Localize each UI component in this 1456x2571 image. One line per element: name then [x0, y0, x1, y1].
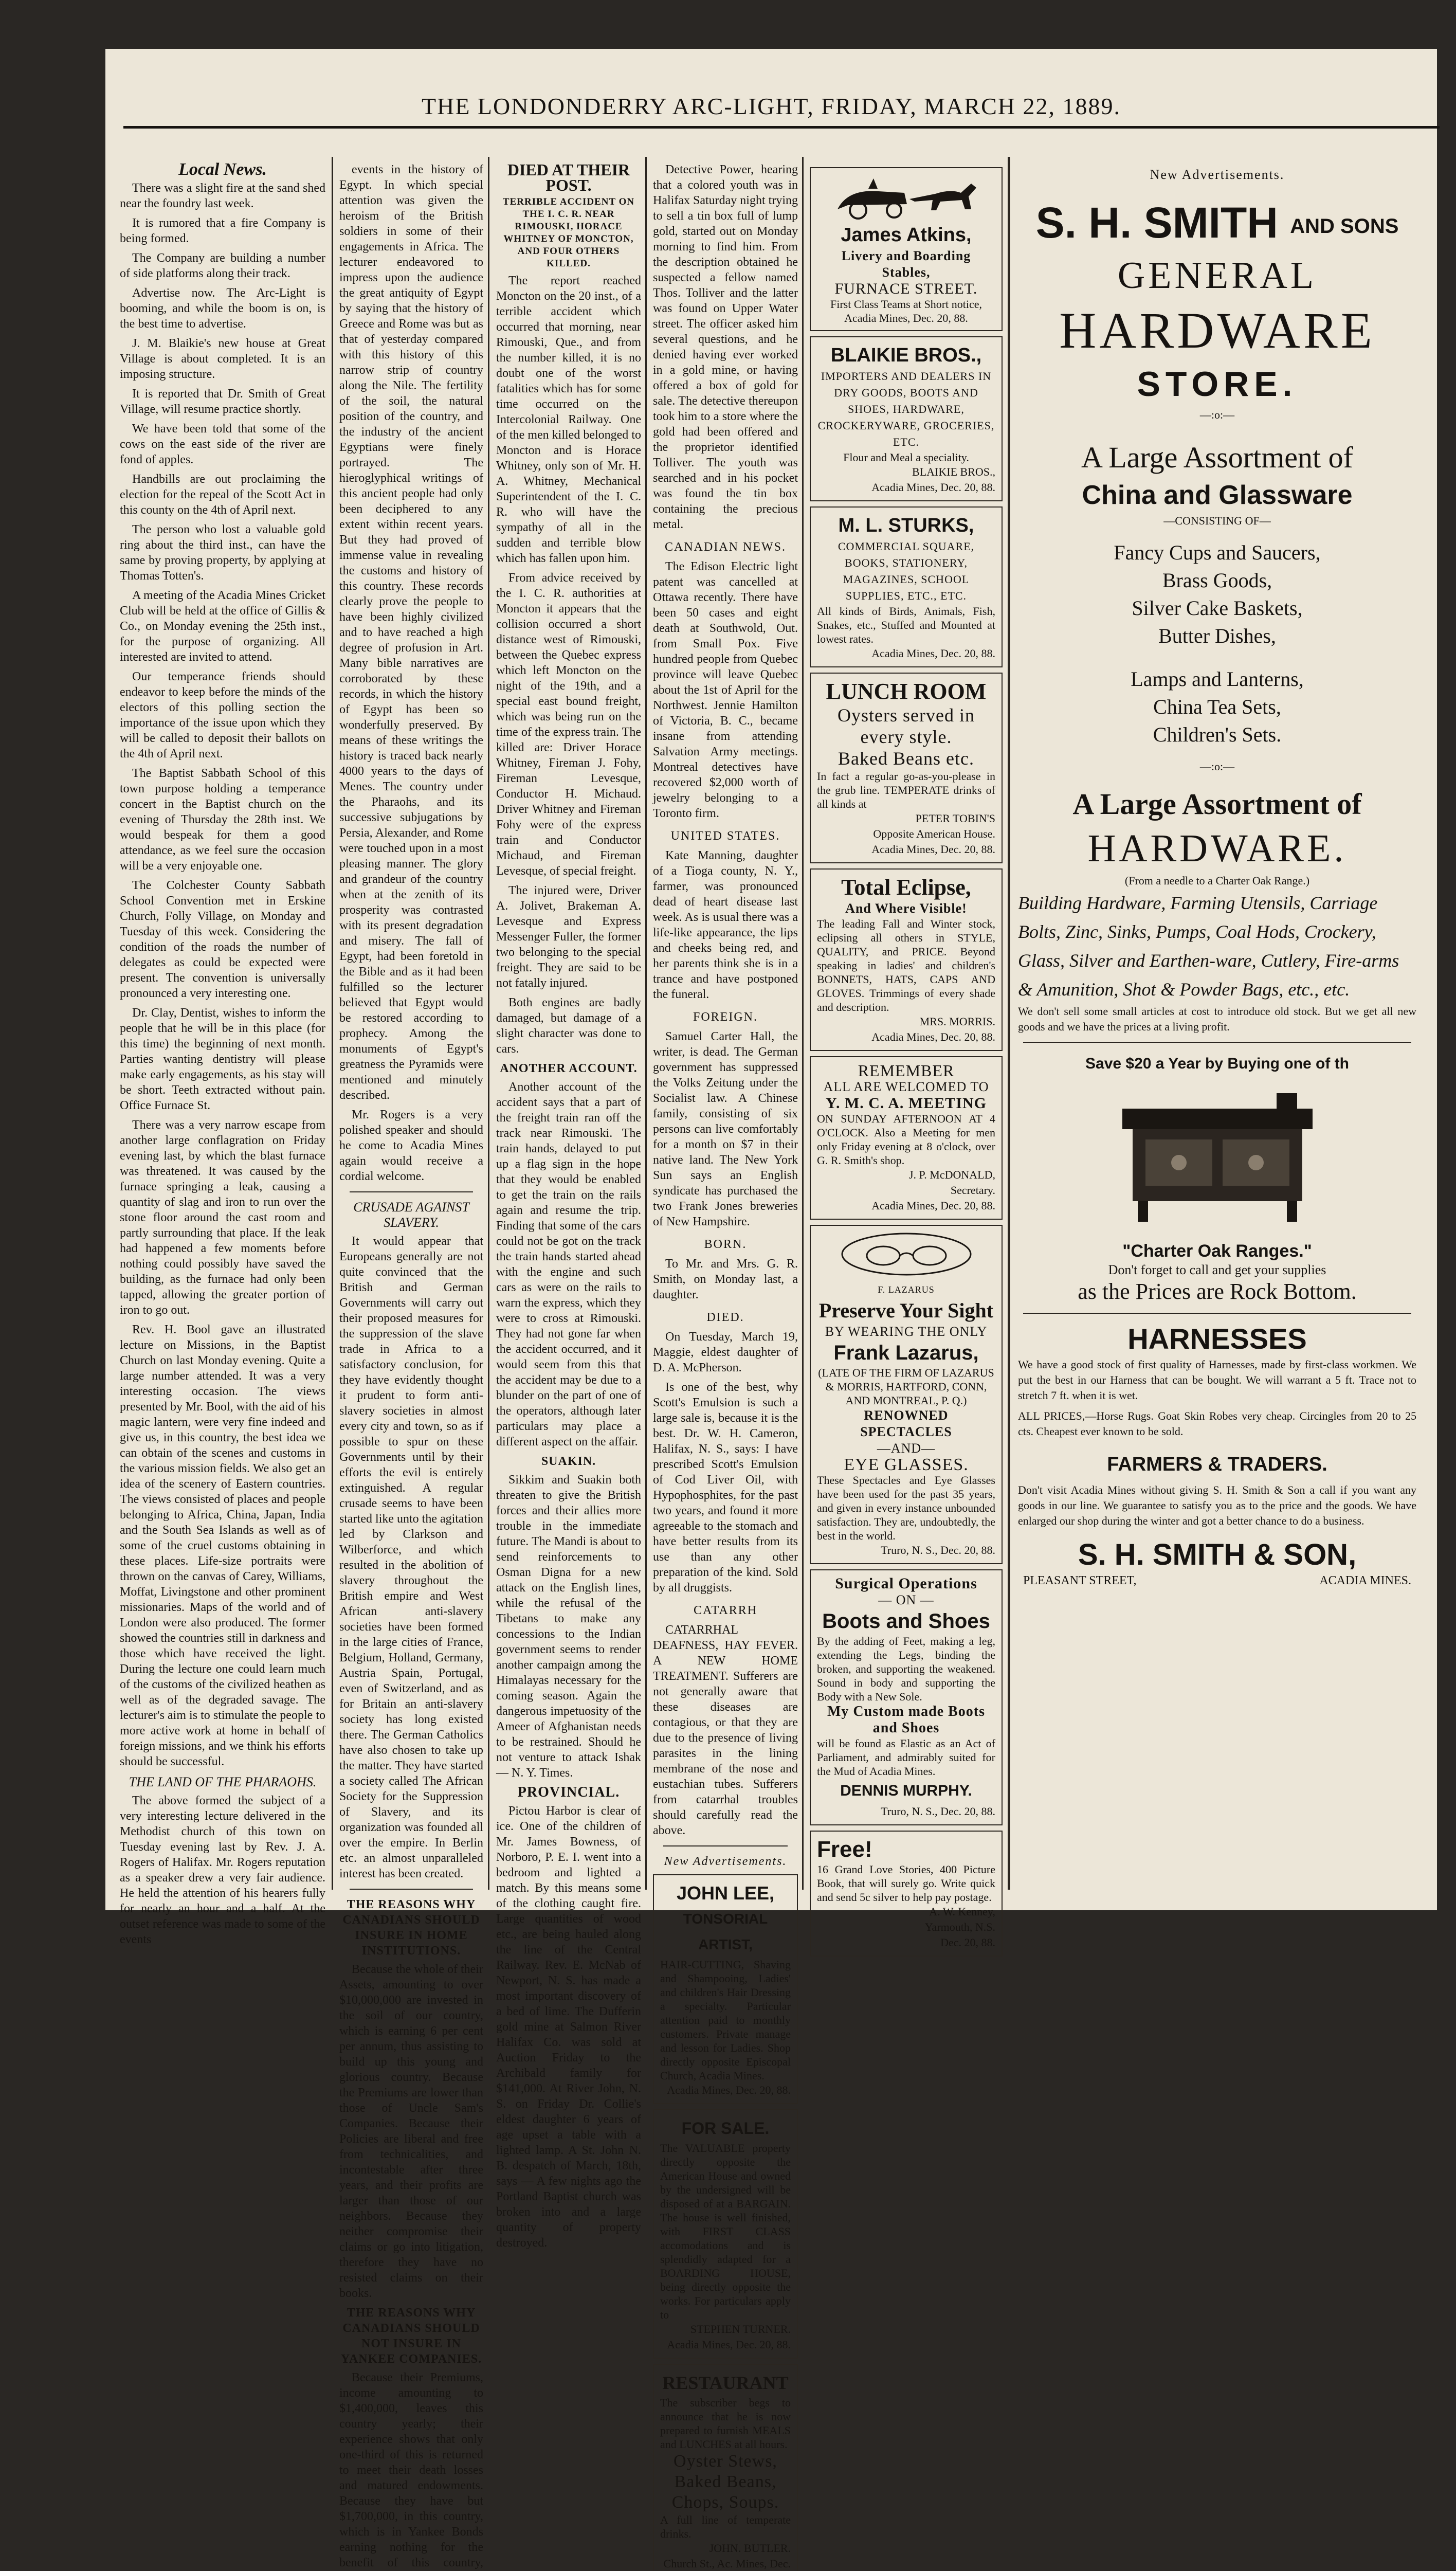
column-divider	[332, 157, 333, 1890]
news-item: There was a slight fire at the sand shed near the foundry last week.	[120, 182, 325, 210]
canadian-news-heading: CANADIAN NEWS.	[665, 540, 786, 554]
article-paragraph: The report reached Moncton on the 20 inst., of a terrible accident which occurred that morning, near Rimouski, Que., and from the number killed, it is no doubt one of the worst fatalities which has for some time occurred on the Intercolonial Railway. One of the men killed belonged to Moncton and is Horace Whitney, only son of Mr. H. A. Whitney, Mechanical Superintendent of the I. C. R. who will have the sympathy of all in the sudden and terrible blow which has fallen upon him.	[496, 274, 641, 565]
boots-on: — ON —	[878, 1592, 934, 1607]
provincial-article: Pictou Harbor is clear of ice. One of the children of Mr. James Bowness, of Norboro, P. E. I. went into a bedroom and lighted a match. By this means some of the clothing caught fire. Large quantities of wood etc., are being hauled along the line of the Central Railway. Rev. E. McNab of Newport, N. S. has made a most important discovery of a bed of lime. The Dufferin gold mine at Salmon River Halifax Co. was sold at Auction Friday to the Archibald family for $141,000. At River John, N. S. on Friday Dr. Collie's eldest daughter 6 years of age upset a table with a lighted lamp. A St. John N. B. despatch of March, 18th, says — A few nights ago the Portland Baptist church was broken into and a large quantity of property destroyed.	[496, 1804, 641, 2250]
restaurant-signature: JOHN. BUTLER.	[709, 2542, 791, 2555]
lazarus-firm: (LATE OF THE FIRM OF LAZARUS & MORRIS, HARTFORD, CONN, AND MONTREAL, P. Q.)	[818, 1366, 994, 1407]
pharaohs-heading: THE LAND OF THE PHARAOHS.	[129, 1775, 317, 1789]
column-five-ads	[810, 162, 1003, 1949]
atkins-sub: Livery and Boarding Stables,	[841, 248, 971, 280]
died-heading: DIED.	[706, 1311, 744, 1324]
column-local-news	[120, 160, 325, 1946]
ymca-date: Acadia Mines, Dec. 20, 88.	[871, 1199, 995, 1212]
column-two	[339, 162, 483, 2569]
new-advertisements-label: New Advertisements.	[664, 1855, 787, 1868]
lazarus-name: Frank Lazarus,	[833, 1342, 979, 1364]
catarrh-heading: CATARRH	[693, 1604, 758, 1617]
lee-body: HAIR-CUTTING, Shaving and Shampooing, Ladies' and children's Hair Dressing a specialty. Particular attention paid to monthly customers. Private manage and lesson for Ladies. Shop directly opposite Episcopal Church, Acadia Mines.	[660, 1958, 791, 2082]
ad-john-lee	[653, 1874, 798, 2104]
article-paragraph: From advice received by the I. C. R. authorities at Moncton it appears that the collision occurred a short distance west of Rimouski, between the Quebec express which left Moncton on the night of the 19th, and a special east bound freight, which was being run on the time of the express train. The killed are: Driver Horace Whitney, Fireman J. Fohy, Fireman Levesque, Conductor H. Michaud. Driver Whitney and Fireman Fohy were of the express train and Conductor Michaud, and Fireman Levesque, of special freight.	[496, 571, 641, 878]
sturks-date: Acadia Mines, Dec. 20, 88.	[871, 647, 995, 660]
news-item: The Company are building a number of side platforms along their track.	[120, 251, 325, 280]
separator	[1023, 1313, 1411, 1314]
restaurant-line2: Baked Beans,	[674, 2472, 777, 2491]
ymca-role: Secretary.	[950, 1184, 995, 1197]
lunch-line2: every style.	[860, 727, 952, 747]
boots-body: By the adding of Feet, making a leg, extending the Legs, binding the broken, and supporting the weakened. Sound in body and supporting the Body with a New Sole.	[817, 1635, 995, 1703]
united-states-news: Kate Manning, daughter of a Tioga county, N. Y., farmer, was pronounced dead of heart disease last week. As is usual there was a life-like appearance, the lips and cheeks being red, and her parents think she is in a trance and have postponed the funeral.	[653, 849, 798, 1001]
article-paragraph: events in the history of Egypt. In which special attention was given the heroism of the British soldiers in some of their engagements in Africa. The lecturer endeavored to impress upon the audience the great antiquity of Egypt by saying that the history of Greece and Rome was but as that of yesterday compared with this history of this narrow strip of country along the Nile. The fertility of the soil, the natural position of the country, and the industry of the ancient Egyptians were finely portrayed. The hieroglyphical writings of this ancient people had only been deciphered to any extent within recent years. But they had proved of immense value in revealing the customs and history of this country. These records clearly prove the people to have been highly civilized and to have reached a high degree of profusion in Art. Many bible narratives are corroborated by these records, in which the history of Egypt has been so wonderfully preserved. By means of these writings the history is traced back nearly 4000 years to the days of Menes. The country under the Pharaohs, and its successive subjugations by Persia, Alexander, and Rome were touched upon in a most pleasing manner. The glory and grandeur of the country when at the zenith of its prosperity was contrasted with its present degradation and misery. The fall of Egypt, had been foretold in the Bible and as it had been fulfilled so the lecturer believed that Egypt would be restored according to prophecy. Among the monuments of Egypt's greatness the Pyramids were mentioned and minutely described.	[339, 163, 483, 1102]
ad-james-atkins	[810, 167, 1003, 331]
scotts-emulsion-notice: Is one of the best, why Scott's Emulsion is such a large sale is, because it is the best. Dr. W. H. Cameron, Halifax, N. S., says: I have prescribed Scott's Emulsion of Cod Liver Oil, with Hypophosphites, for the past two years, and found it more agreeable to the stomach and have better results from its use than any other preparation of the kind. Sold by all druggists.	[653, 1381, 798, 1595]
blaikie-body: IMPORTERS AND DEALERS IN DRY GOODS, BOOTS AND SHOES, HARDWARE, CROCKERYWARE, GROCERIES, ETC.	[817, 370, 995, 448]
consisting-of: —CONSISTING OF—	[1163, 514, 1271, 527]
separator	[1023, 1042, 1411, 1043]
article-paragraph: Detective Power, hearing that a colored youth was in Halifax Saturday night trying to sell a tin box full of lump gold, started out on Monday morning to find him. From the description obtained he suspected a fellow named Thos. Tolliver and the latter was found on Upper Water street. The officer asked him several questions, and he denied having ever worked in a gold mine, or having offered a box of gold for sale. The detective thereupon took him to a store where the gold had been offered and the proprietor identified Tolliver. The youth was searched and in his pocket was found the tin box containing the precious metal.	[653, 163, 798, 531]
ymca-big: Y. M. C. A. MEETING	[826, 1095, 987, 1112]
ymca-title: REMEMBER	[858, 1061, 955, 1080]
provincial-heading: PROVINCIAL.	[517, 1784, 620, 1800]
news-item: The person who lost a valuable gold ring about the third inst., can have the same by proving property, by applying at Thomas Totten's.	[120, 523, 325, 583]
blaikie-tail: Flour and Meal a speciality.	[843, 451, 969, 464]
column-divider	[1008, 157, 1010, 1890]
article-paragraph: Both engines are badly damaged, but damage of a slight character was done to cars.	[496, 996, 641, 1056]
news-item: It is reported that Dr. Smith of Great Village, will resume practice shortly.	[120, 387, 325, 416]
smith-store: STORE.	[1137, 364, 1298, 404]
atkins-date: Acadia Mines, Dec. 20, 88.	[844, 312, 968, 324]
smith-hardware: HARDWARE	[1059, 301, 1375, 359]
column-divider	[488, 157, 489, 1890]
restaurant-body: The subscriber begs to announce that he is now prepared to furnish MEALS and LUNCHES at all hours.	[660, 2396, 791, 2451]
rock-bottom: as the Prices are Rock Bottom.	[1078, 1278, 1357, 1304]
free-body: 16 Grand Love Stories, 400 Picture Book, that will surely go. Write quick and send 5c silver to help pay postage.	[817, 1863, 995, 1904]
lazarus-sub: BY WEARING THE ONLY	[825, 1324, 988, 1339]
hardware-items: Building Hardware, Farming Utensils, Carriage Bolts, Zinc, Sinks, Pumps, Coal Hods, Crockery, Glass, Silver and Earthen-ware, Cutlery, Fire-arms & Amunition, Shot & Powder Bags, etc., etc.	[1018, 892, 1399, 1000]
boots-title: Surgical Operations	[835, 1575, 977, 1592]
born-heading: BORN.	[704, 1238, 747, 1251]
china-glassware: China and Glassware	[1082, 480, 1353, 510]
lazarus-and: —AND—	[877, 1441, 936, 1456]
lazarus-title: Preserve Your Sight	[818, 1299, 994, 1322]
insure-article: Because the whole of their Assets, amounting to over $10,000,000 are invested in the soil of our country, which is earning 6 per cent per annum, thus assisting to build up this young and glorious country. Because the Premiums are lower than those of Uncle Sam's Companies. Because their Policies are liberal and free from technicalities, and incontestable after three years, and their profits are larger than those of our neighbors. Because they neither compromise their claims or go into litigation, therefore they have no resisted claims on their books.	[339, 1963, 483, 2300]
slavery-article: It would appear that Europeans generally are not quite convinced that the British and German Governments will carry out their proposed measures for the suppression of the slave trade in Africa to a satisfactory conclusion, for they have evidently thought it prudent to form anti-slavery societies in almost every city and town, so as if possible to spur on these Governments until by their efforts the evil is entirely extinguished. A regular crusade seems to have been started like unto the agitation led by Clarkson and Wilberforce, and which resulted in the abolition of slavery throughout the British empire and West African anti-slavery societies have been formed in the large cities of France, Belgium, Holland, Germany, Austria Spain, Portugal, even of Switzerland, and as for Britain an anti-slavery society has long existed there. The German Catholics have also chosen to take up the matter. They have started a society called The African Society for the Suppression of Slavery, and its organization was founded all over the empire. In Berlin etc. an almost unparalleled interest has been created.	[339, 1235, 483, 1880]
news-item: There was a very narrow escape from another large conflagration on Friday evening last, by which the blast furnace was threatened. It was caused by the furnace springing a leak, causing a quantity of slag and iron to run over the stone floor around the cast room and partly surrounding that place. If the leak had happened a few moments before nothing could possibly have saved the building, as the furnace had only been tapped, allowing the greater portion of iron to go out.	[120, 1118, 325, 1317]
separator	[350, 1191, 473, 1192]
hardware-word: HARDWARE.	[1087, 826, 1347, 870]
free-date: Dec. 20, 88.	[940, 1936, 995, 1949]
smith-street: PLEASANT STREET,	[1023, 1573, 1137, 1587]
assortment-china-label: A Large Assortment of	[1081, 440, 1353, 474]
news-item: Rev. H. Bool gave an illustrated lecture on Missions, in the Baptist Church on last Monday evening. Quite a large number attended. It was a very interesting occasion. The views presented by Mr. Bool, with the aid of his magic lantern, were very fine indeed and give us, in this country, the best idea we can obtain of the scenes and customs in the various mission fields. We also get an idea of the scenery of Eastern countries. The views consisted of places and people belonging to Africa, China, Japan, India and the South Sea Islands as well as of some of the cruel customs obtaining in these places. Life-size portraits were thrown on the canvas of Carey, Williams, Moffat, Livingstone and other prominent missionaries. Maps of the world and of London were also produced. The former showed the countries still in darkness and those which have received the light. During the lecture one could learn much of the customs of the civilized heathen as well as of the degraded savage. The lecturer's aim is to stimulate the people to more active work at home in behalf of foreign missions, and we think his efforts should be successful.	[120, 1323, 325, 1768]
sale-signature: STEPHEN TURNER.	[690, 2323, 791, 2335]
lunch-line1: Oysters served in	[838, 705, 975, 726]
ad-ymca	[810, 1056, 1003, 1220]
masthead-rule	[123, 126, 1440, 129]
news-item: Advertise now. The Arc-Light is booming, and while the boom is on, is the best time to advertise.	[120, 286, 325, 331]
hardware-note: We don't sell some small articles at cost to introduce old stock. But we get all new goods and we have the prices at a living profit.	[1018, 1004, 1416, 1033]
boots-body2: will be found as Elastic as an Act of Parliament, and admirably suited for the Mud of Acadia Mines.	[817, 1737, 995, 1778]
all-prices: ALL PRICES,—Horse Rugs. Goat Skin Robes very cheap. Circingles from 20 to 25 cts. Cheapest ever known to be sold.	[1018, 1409, 1416, 1438]
news-item: A meeting of the Acadia Mines Cricket Club will be held at the office of Gillis & Co., on Monday evening the 25th inst., for the purpose of organizing. All interested are invited to attend.	[120, 589, 325, 664]
news-item: J. M. Blaikie's new house at Great Village is about completed. It is an imposing structure.	[120, 337, 325, 381]
column-divider	[802, 157, 804, 1890]
ad-boots-shoes	[810, 1569, 1003, 1825]
item-tea-sets: China Tea Sets,	[1153, 695, 1281, 718]
ad-ml-sturks	[810, 506, 1003, 667]
suakin-heading: SUAKIN.	[541, 1455, 596, 1468]
news-item: Handbills are out proclaiming the election for the repeal of the Scott Act in this county on the 4th of April next.	[120, 473, 325, 517]
item-childrens-sets: Children's Sets.	[1153, 722, 1282, 746]
insure-heading: THE REASONS WHY CANADIANS SHOULD INSURE IN HOME INSTITUTIONS.	[342, 1898, 480, 1958]
restaurant-title: RESTAURANT	[662, 2373, 789, 2393]
needle-range: (From a needle to a Charter Oak Range.)	[1124, 874, 1310, 887]
boots-date: Truro, N. S., Dec. 20, 88.	[881, 1805, 995, 1818]
accident-article	[496, 273, 641, 1057]
restaurant-date: Church St., Ac. Mines, Dec.	[663, 2557, 791, 2570]
newspaper-page	[105, 49, 1437, 2570]
local-news-items	[120, 180, 325, 1769]
born-notice: To Mr. and Mrs. G. R. Smith, on Monday last, a daughter.	[653, 1257, 798, 1301]
ad-frank-lazarus	[810, 1225, 1003, 1564]
sale-date: Acadia Mines, Dec. 20, 88.	[667, 2338, 791, 2351]
smith-footer-name: S. H. SMITH & SON,	[1078, 1537, 1357, 1571]
ad-total-eclipse	[810, 868, 1003, 1051]
cook-stove-icon	[1107, 1088, 1328, 1227]
local-news-heading: Local News.	[178, 160, 267, 179]
free-signature: A. W. Kenney,	[929, 1905, 995, 1918]
news-item: It is rumored that a fire Company is being formed.	[120, 216, 325, 245]
ymca-sub: ALL ARE WELCOMED TO	[823, 1079, 989, 1094]
item-brass: Brass Goods,	[1162, 568, 1272, 592]
free-place: Yarmouth, N.S.	[924, 1921, 995, 1933]
item-cake-baskets: Silver Cake Baskets,	[1132, 596, 1303, 620]
lee-name: JOHN LEE,	[676, 1882, 775, 1904]
ornament: —:o:—	[1199, 759, 1235, 773]
atkins-body: First Class Teams at Short notice,	[830, 298, 982, 311]
foreign-heading: FOREIGN.	[693, 1010, 758, 1024]
lazarus-date: Truro, N. S., Dec. 20, 88.	[881, 1544, 995, 1556]
slavery-heading: CRUSADE AGAINST SLAVERY.	[353, 1200, 469, 1230]
lee-title: TONSORIAL ARTIST,	[683, 1911, 768, 1952]
spectacles-icon	[817, 1231, 995, 1281]
died-at-post-heading: DIED AT THEIR POST.	[507, 160, 630, 194]
lunch-line3: Baked Beans etc.	[838, 748, 974, 769]
eclipse-signature: MRS. MORRIS.	[919, 1015, 995, 1028]
sturks-body: COMMERCIAL SQUARE, BOOKS, STATIONERY, MAGAZINES, SCHOOL SUPPLIES, ETC., ETC.	[838, 540, 975, 602]
lunch-date: Acadia Mines, Dec. 20, 88.	[871, 843, 995, 856]
ad-blaikie-bros	[810, 336, 1003, 501]
item-butter-dishes: Butter Dishes,	[1158, 624, 1276, 647]
lunch-signature: PETER TOBIN'S	[915, 812, 995, 825]
detective-article	[653, 162, 798, 532]
news-item: Dr. Clay, Dentist, wishes to inform the people that he will be in this place (for this time) the beginning of next month. Parties wanting dentistry will please make early engagements, as his stay will be short. Teeth extracted without pain. Office Furnace St.	[120, 1006, 325, 1112]
separator	[663, 1845, 788, 1846]
united-states-heading: UNITED STATES.	[670, 829, 780, 843]
news-item: We have been told that some of the cows on the east side of the river are fond of apples.	[120, 422, 325, 466]
pharaohs-continued	[339, 162, 483, 1184]
restaurant-tail: A full line of temperate drinks.	[660, 2513, 791, 2540]
dont-forget: Don't forget to call and get your supplies	[1108, 1262, 1326, 1277]
article-paragraph: The injured were, Driver A. Jolivet, Brakeman A. Levesque and Express Messenger Fuller, the former two belonging to the special freight. They are said to be not fatally injured.	[496, 884, 641, 990]
ornament: —:o:—	[1199, 408, 1235, 421]
smith-footer-address	[1013, 1573, 1422, 1588]
lazarus-spec: RENOWNED SPECTACLES	[860, 1408, 952, 1439]
boots-custom: My Custom made Boots and Shoes	[827, 1704, 985, 1736]
another-account-article: Another account of the accident says that a part of the freight train ran off the track near Rimouski. The train hands, delayed to put up a flag sign in the hope that they would be enabled to get the train on the rails again and resume the trip. Finding that some of the cars could not be got on the track the train hands started ahead with the engine and such cars as were on the rails to warn the express, which they were to cross at Rimouski. They had not gone far when the accident occurred, and it would seem from this that the accident may be due to a blunder on the part of one of the operators, although later particulars may place a different aspect on the affair.	[496, 1080, 641, 1449]
blaikie-signature: BLAIKIE BROS.,	[912, 465, 995, 478]
yankee-article: Because their Premiums, income amounting to $1,400,000, leaves this country yearly; their experience shows that only one-third of this is returned to meet their death losses and matured endowments. Because they have but $1,700,000, in this country, which is in Yankee Bonds earning nothing for the benefit of this country,	[339, 2371, 483, 2569]
smith-town: ACADIA MINES.	[1319, 1573, 1411, 1587]
canadian-news: The Edison Electric light patent was cancelled at Ottawa recently. There have been 50 cases and eight death at Southwold, Out. from Small Pox. Five hundred people from Quebec province will leave Quebec about the 1st of April for the Northwest. Jennie Hamilton of Victoria, B. C., became insane from attending Salvation Army meetings. Montreal detectives have recovered $2,000 worth of jewelry belonging to a Toronto firm.	[653, 560, 798, 820]
another-account-heading: ANOTHER ACCOUNT.	[500, 1062, 638, 1075]
boots-big: Boots and Shoes	[822, 1610, 990, 1633]
news-item: The Colchester County Sabbath School Convention met in Erskine Church, Folly Village, on Monday and Tuesday of this week. Considering the condition of the roads the number of delegates as could be expected were present. The convention is universally pronounced a very interesting one.	[120, 879, 325, 1000]
eclipse-body: The leading Fall and Winter stock, eclipsing all others in STYLE, QUALITY, and PRICE. Beyond speaking in ladies' and children's BONNETS, HATS, CAPS AND GLOVES. Trimmings of every shade and description.	[817, 917, 995, 1013]
ad-free-stories	[810, 1831, 1003, 1957]
atkins-name: James Atkins,	[841, 224, 972, 246]
article-paragraph: Mr. Rogers is a very polished speaker and should he come to Acadia Mines again would receive a cordial welcome.	[339, 1108, 483, 1183]
lazarus-badge: F. LAZARUS	[878, 1284, 935, 1295]
item-cups: Fancy Cups and Saucers,	[1114, 540, 1321, 564]
ymca-signature: J. P. McDONALD,	[908, 1168, 995, 1181]
lunch-title: LUNCH ROOM	[826, 679, 987, 704]
column-four	[653, 162, 798, 2570]
smith-general: GENERAL	[1117, 254, 1317, 297]
ad-restaurant	[653, 2364, 798, 2571]
farmers-traders: FARMERS & TRADERS.	[1107, 1453, 1327, 1475]
sturks-tail: All kinds of Birds, Animals, Fish, Snakes, etc., Stuffed and Mounted at lowest rates.	[817, 605, 995, 645]
ad-for-sale	[653, 2109, 798, 2359]
smith-name	[1013, 198, 1422, 251]
assortment-hardware-label: A Large Assortment of	[1072, 787, 1362, 821]
pharaohs-article: The above formed the subject of a very interesting lecture delivered in the Methodist church of this town on Tuesday evening last by Rev. J. A. Rogers of Halifax. Mr. Rogers reputation as a speaker drew a very fair audience. He held the attention of his hearers fully for nearly an hour and a half. At the outset reference was made to some of the events	[120, 1794, 325, 1946]
sturks-name: M. L. STURKS,	[838, 515, 974, 536]
died-at-post-deck: TERRIBLE ACCIDENT ON THE I. C. R. NEAR RIMOUSKI, HORACE WHITNEY OF MONCTON, AND FOUR OTHERS KILLED.	[502, 196, 635, 269]
blaikie-name: BLAIKIE BROS.,	[830, 345, 982, 366]
lee-date: Acadia Mines, Dec. 20, 88.	[667, 2084, 791, 2096]
eclipse-title: Total Eclipse,	[841, 875, 971, 900]
farmers-body: Don't visit Acadia Mines without giving S. H. Smith & Son a call if you want any goods in our line. We guarantee to satisfy you as to the price and the goods. We have enlarged our shop during the winter and got a better chance to do a business.	[1018, 1483, 1416, 1527]
atkins-street: FURNACE STREET.	[834, 280, 978, 297]
eclipse-date: Acadia Mines, Dec. 20, 88.	[871, 1030, 995, 1043]
smith-and-sons: AND SONS	[1290, 214, 1399, 238]
boots-signature: DENNIS MURPHY.	[840, 1782, 972, 1799]
eclipse-sub: And Where Visible!	[845, 901, 967, 916]
free-word: Free!	[817, 1837, 872, 1862]
yankee-heading: THE REASONS WHY CANADIANS SHOULD NOT INSURE IN YANKEE COMPANIES.	[340, 2306, 482, 2366]
save-twenty: Save $20 a Year by Buying one of th	[1085, 1055, 1349, 1072]
sale-body: The VALUABLE property directly opposite the American House and owned by the undersigned will be disposed of at a BARGAIN. The house is well finished, with FIRST CLASS accomodations and is splendidly adapted for a BOARDING HOUSE, being directly opposite the works. For particulars apply to	[660, 2142, 791, 2321]
item-lamps: Lamps and Lanterns,	[1131, 667, 1304, 691]
horse-carriage-icon	[817, 173, 997, 222]
new-advertisements-label: New Advertisements.	[1150, 167, 1285, 182]
charter-oak: "Charter Oak Ranges."	[1122, 1241, 1312, 1261]
restaurant-line3: Chops, Soups.	[671, 2493, 779, 2512]
lazarus-body: These Spectacles and Eye Glasses have been used for the past 35 years, and given in every instance unbounded satisfaction. They are, undoubtedly, the best in the world.	[817, 1474, 995, 1542]
masthead: THE LONDONDERRY ARC-LIGHT, FRIDAY, MARCH 22, 1889.	[422, 93, 1121, 119]
blaikie-date: Acadia Mines, Dec. 20, 88.	[871, 481, 995, 494]
suakin-article: Sikkim and Suakin both threaten to give the British forces and their allies more trouble in the immediate future. The Mandi is about to send reinforcements to Osman Digna for a new attack on the English lines, while the refusal of the Tibetans to make any concessions to the Indian government seems to render another campaign among the Himalayas necessary for the coming season. Again the dangerous impetuosity of the Ameer of Afghanistan needs to be restrained. Should he not venture to attack Ishak — N. Y. Times.	[496, 1473, 641, 1780]
foreign-news: Samuel Carter Hall, the writer, is dead. The German government has suppressed the Volks Zeitung under the Socialist law. A Chinese family, consisting of six persons can live comfortably for a month on $7 in their native land. The New York Sun says an English syndicate has purchased the two Frank Jones breweries of New Hampshire.	[653, 1030, 798, 1228]
harnesses-title: HARNESSES	[1127, 1322, 1307, 1355]
news-item: The Baptist Sabbath School of this town purpose holding a temperance concert in the Baptist church on the evening of Thursday the 28th inst. We would bespeak for them a good attendance, as we feel sure the occasion will be a very enjoyable one.	[120, 767, 325, 873]
column-three	[496, 160, 641, 2250]
column-divider	[645, 157, 647, 1890]
harnesses-body: We have a good stock of first quality of Harnesses, made by first-class workmen. We put the best in our Harness that can be bought. We will warrant a 5 ft. Trace not to stretch 7 ft. when it is wet.	[1018, 1357, 1416, 1402]
restaurant-line1: Oyster Stews,	[674, 2452, 777, 2471]
news-item: Our temperance friends should endeavor to keep before the minds of the electors of this polling section the importance of the issue upon which they will be called to deposit their ballots on the 4th of April next.	[120, 670, 325, 761]
ad-sh-smith-hardware	[1013, 167, 1422, 1890]
ad-lunch-room	[810, 673, 1003, 863]
lunch-tail: Opposite American House.	[873, 827, 995, 840]
ymca-body: ON SUNDAY AFTERNOON AT 4 O'CLOCK. Also a Meeting for men only Friday evening at 8 o'clock, over G. R. Smith's shop.	[817, 1112, 995, 1167]
separator	[350, 1889, 473, 1890]
sale-title: FOR SALE.	[681, 2119, 770, 2138]
lunch-body: In fact a regular go-as-you-please in the grub line. TEMPERATE drinks of all kinds at	[817, 770, 995, 810]
catarrh-notice: CATARRHAL DEAFNESS, HAY FEVER. A NEW HOME TREATMENT. Sufferers are not generally aware that these diseases are contagious, or that they are due to the presence of living parasites in the lining membrane of the nose and eustachian tubes. Sufferers from catarrhal troubles should carefully read the above.	[653, 1623, 798, 1837]
lazarus-eye: EYE GLASSES.	[844, 1455, 969, 1474]
smith-name-text: S. H. SMITH	[1035, 198, 1278, 247]
died-notice: On Tuesday, March 19, Maggie, eldest daughter of D. A. McPherson.	[653, 1330, 798, 1374]
